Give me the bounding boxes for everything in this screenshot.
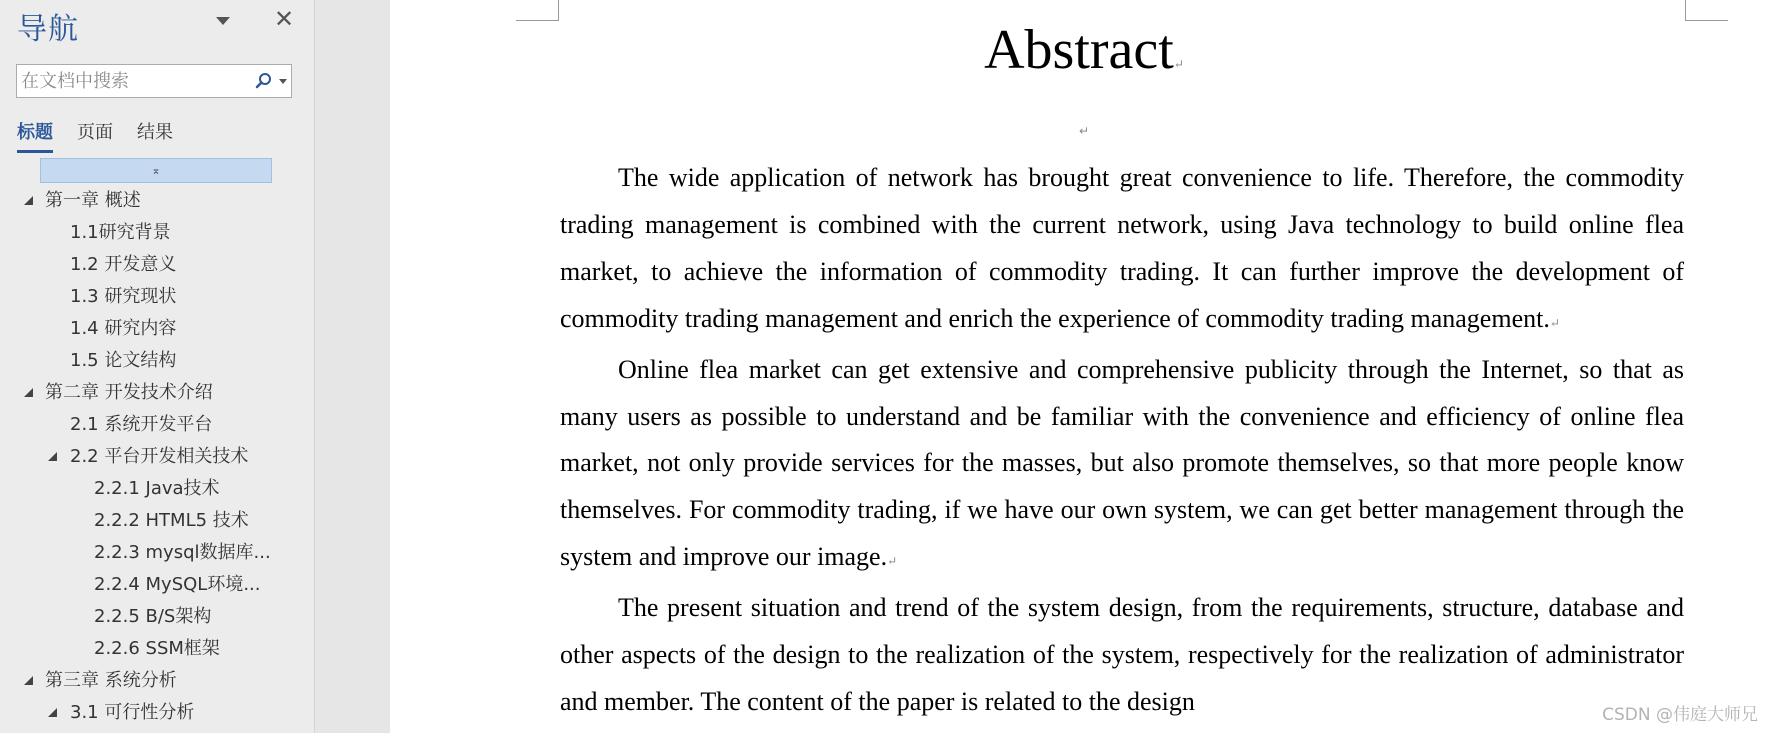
heading-item[interactable] (0, 665, 314, 697)
empty-paragraph (390, 120, 1772, 139)
paragraph-mark-icon: ↵ (1549, 315, 1560, 330)
heading-item[interactable] (0, 313, 314, 345)
heading-item[interactable] (0, 377, 314, 409)
heading-item[interactable] (0, 185, 314, 217)
heading-label: 2.2.1 Java技术 (94, 478, 220, 499)
paragraph (560, 585, 1684, 726)
tab-pages[interactable]: 页面 (77, 122, 113, 143)
paragraph-mark-icon: ↵ (1173, 57, 1184, 71)
nav-options-button[interactable] (212, 10, 234, 32)
expanded-triangle-icon[interactable] (48, 452, 57, 461)
abstract-body[interactable] (560, 155, 1684, 726)
heading-label: 2.2.2 HTML5 技术 (94, 510, 249, 531)
scroll-up-bar[interactable] (40, 158, 272, 183)
paragraph-text: The wide application of network has brought great convenience to life. Therefore, the commodity trading management is combined with the current network, using Java technology to build online flea market, to achieve the information of commodity trading. It can further improve the development of commodity trading management and enrich the experience of commodity trading management. (560, 163, 1684, 333)
paragraph-mark-icon: ↵ (1078, 124, 1090, 138)
heading-label: 1.1研究背景 (70, 222, 171, 243)
heading-label: 2.2.3 mysql数据库... (94, 542, 271, 563)
navigation-pane (0, 0, 315, 733)
nav-pane-title: 导航 (17, 12, 79, 47)
heading-item[interactable] (0, 505, 314, 537)
heading-label: 2.2 平台开发相关技术 (70, 446, 249, 467)
paragraph-text: Online flea market can get extensive and comprehensive publicity through the Internet, so that as many users as possible to understand and be familiar with the convenience and efficiency of online flea market, not only provide services for the masses, but also promote themselves, so that more people know themselves. For commodity trading, if we have our own system, we can get better management through the system and improve our image. (560, 354, 1684, 572)
search-icon[interactable] (255, 72, 273, 90)
heading-item[interactable] (0, 249, 314, 281)
heading-item[interactable] (0, 409, 314, 441)
tab-headings[interactable]: 标题 (17, 118, 53, 153)
heading-label: 1.4 研究内容 (70, 318, 177, 339)
expanded-triangle-icon[interactable] (24, 196, 33, 205)
heading-label: 第二章 开发技术介绍 (45, 382, 213, 403)
nav-tabs (17, 118, 173, 153)
document-page[interactable] (390, 0, 1772, 733)
heading-label: 2.2.6 SSM框架 (94, 638, 220, 659)
heading-label: 2.2.5 B/S架构 (94, 606, 212, 627)
heading-item[interactable] (0, 345, 314, 377)
document-title (390, 18, 1772, 82)
title-text: Abstract (984, 19, 1174, 81)
paragraph (560, 155, 1684, 347)
expanded-triangle-icon[interactable] (24, 676, 33, 685)
heading-item[interactable] (0, 473, 314, 505)
heading-item[interactable] (0, 601, 314, 633)
chevron-down-icon (216, 17, 230, 25)
paragraph-text: The present situation and trend of the system design, from the requirements, structure, database and other aspects of the design to the realization of the system, respectively for the realization of administrator and member. The content of the paper is related to the design (560, 593, 1684, 716)
close-icon[interactable]: ✕ (273, 5, 295, 33)
watermark: CSDN @伟庭大师兄 (1602, 700, 1758, 725)
heading-label: 3.1 可行性分析 (70, 702, 195, 723)
heading-item[interactable] (0, 217, 314, 249)
heading-label: 1.2 开发意义 (70, 254, 177, 275)
heading-label: 1.5 论文结构 (70, 350, 177, 371)
heading-label: 第三章 系统分析 (45, 670, 177, 691)
heading-item[interactable] (0, 569, 314, 601)
search-box[interactable] (16, 64, 292, 98)
heading-label: 2.2.4 MySQL环境... (94, 574, 261, 595)
heading-item[interactable] (0, 281, 314, 313)
heading-tree (0, 185, 314, 729)
search-options-dropdown-icon[interactable] (279, 79, 287, 84)
paragraph-mark-icon: ↵ (887, 554, 898, 569)
heading-item[interactable] (0, 441, 314, 473)
heading-label: 1.3 研究现状 (70, 286, 177, 307)
heading-item[interactable] (0, 633, 314, 665)
heading-label: 2.1 系统开发平台 (70, 414, 213, 435)
expanded-triangle-icon[interactable] (24, 388, 33, 397)
paragraph (560, 347, 1684, 586)
expanded-triangle-icon[interactable] (48, 708, 57, 717)
search-input[interactable] (17, 70, 243, 93)
heading-item[interactable] (0, 697, 314, 729)
tab-results[interactable]: 结果 (137, 122, 173, 143)
scroll-up-icon: ⌅ (151, 164, 161, 177)
heading-item[interactable] (0, 537, 314, 569)
heading-label: 第一章 概述 (45, 190, 141, 211)
